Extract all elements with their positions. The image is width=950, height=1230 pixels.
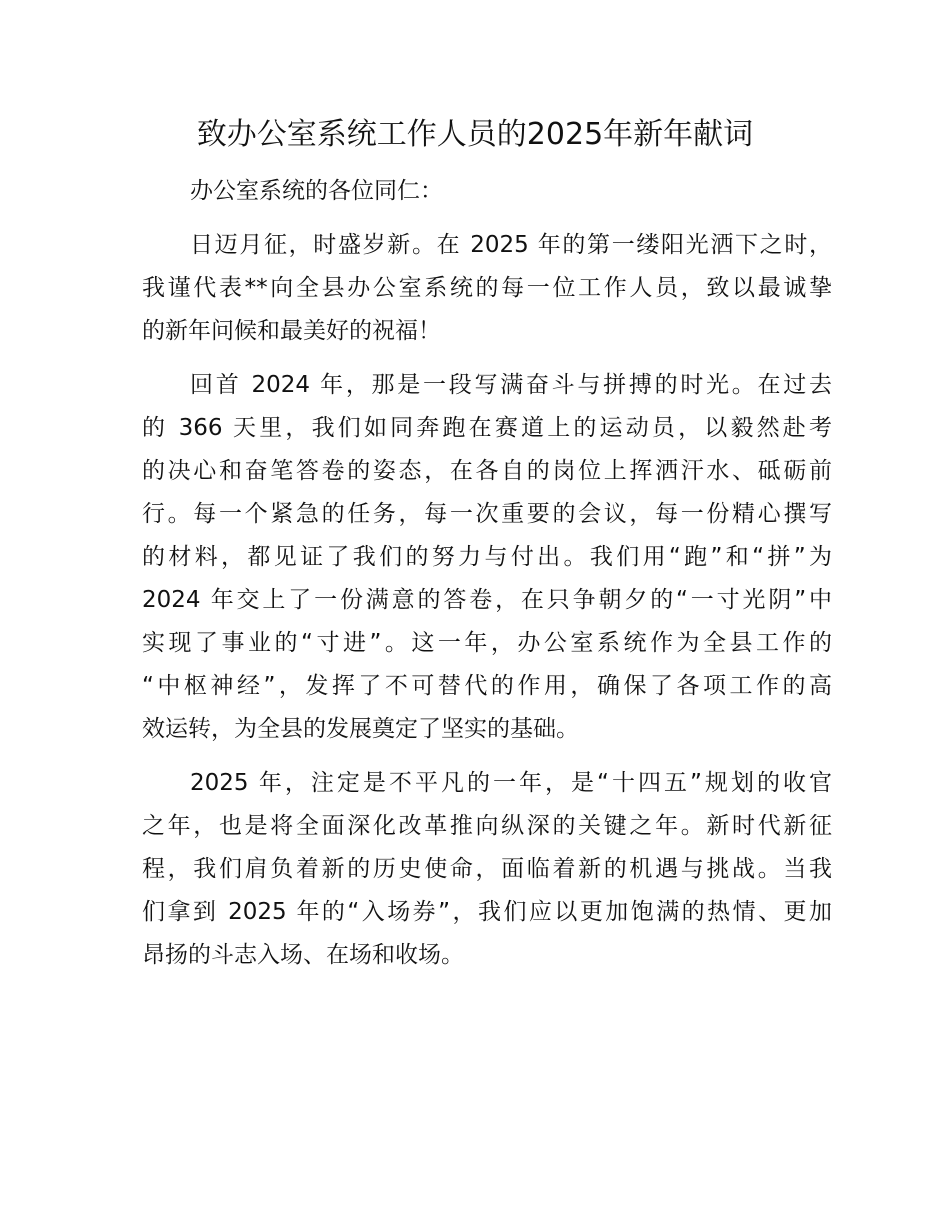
paragraph [142, 224, 832, 353]
paragraph-line: 的 366 天里，我们如同奔跑在赛道上的运动员，以毅然赴考 [142, 415, 832, 441]
paragraph-line: 程，我们肩负着新的历史使命，面临着新的机遇与挑战。当我 [142, 856, 832, 882]
document-title: 致办公室系统工作人员的2025年新年献词 [196, 117, 754, 152]
paragraph-line: 行。每一个紧急的任务，每一次重要的会议，每一份精心撰写 [142, 501, 832, 527]
salutation: 办公室系统的各位同仁： [190, 178, 443, 204]
paragraph-line: 2024 年交上了一份满意的答卷，在只争朝夕的“一寸光阴”中 [142, 587, 832, 613]
paragraph [142, 762, 832, 977]
paragraph-line: 们拿到 2025 年的“入场券”，我们应以更加饱满的热情、更加 [142, 899, 832, 925]
paragraph-line: 回首 2024 年，那是一段写满奋斗与拼搏的时光。在过去 [190, 372, 832, 398]
paragraph-line: 之年，也是将全面深化改革推向纵深的关键之年。新时代新征 [142, 813, 832, 839]
document-body [142, 170, 832, 977]
paragraph-line: 实现了事业的“寸进”。这一年，办公室系统作为全县工作的 [142, 630, 832, 656]
paragraph-line: “中枢神经”，发挥了不可替代的作用，确保了各项工作的高 [142, 673, 832, 699]
paragraph-line: 我谨代表**向全县办公室系统的每一位工作人员，致以最诚挚 [142, 275, 832, 301]
paragraph-line: 的决心和奋笔答卷的姿态，在各自的岗位上挥洒汗水、砥砺前 [142, 458, 832, 484]
paragraph-line: 日迈月征，时盛岁新。在 2025 年的第一缕阳光洒下之时， [190, 232, 832, 258]
paragraph-line: 2025 年，注定是不平凡的一年，是“十四五”规划的收官 [190, 770, 832, 796]
paragraph-line: 的新年问候和最美好的祝福！ [142, 318, 441, 344]
paragraph-line: 昂扬的斗志入场、在场和收场。 [142, 942, 464, 968]
paragraph-line: 的材料，都见证了我们的努力与付出。我们用“跑”和“拼”为 [142, 544, 832, 570]
paragraph-line: 效运转，为全县的发展奠定了坚实的基础。 [142, 716, 579, 742]
paragraph [142, 364, 832, 751]
